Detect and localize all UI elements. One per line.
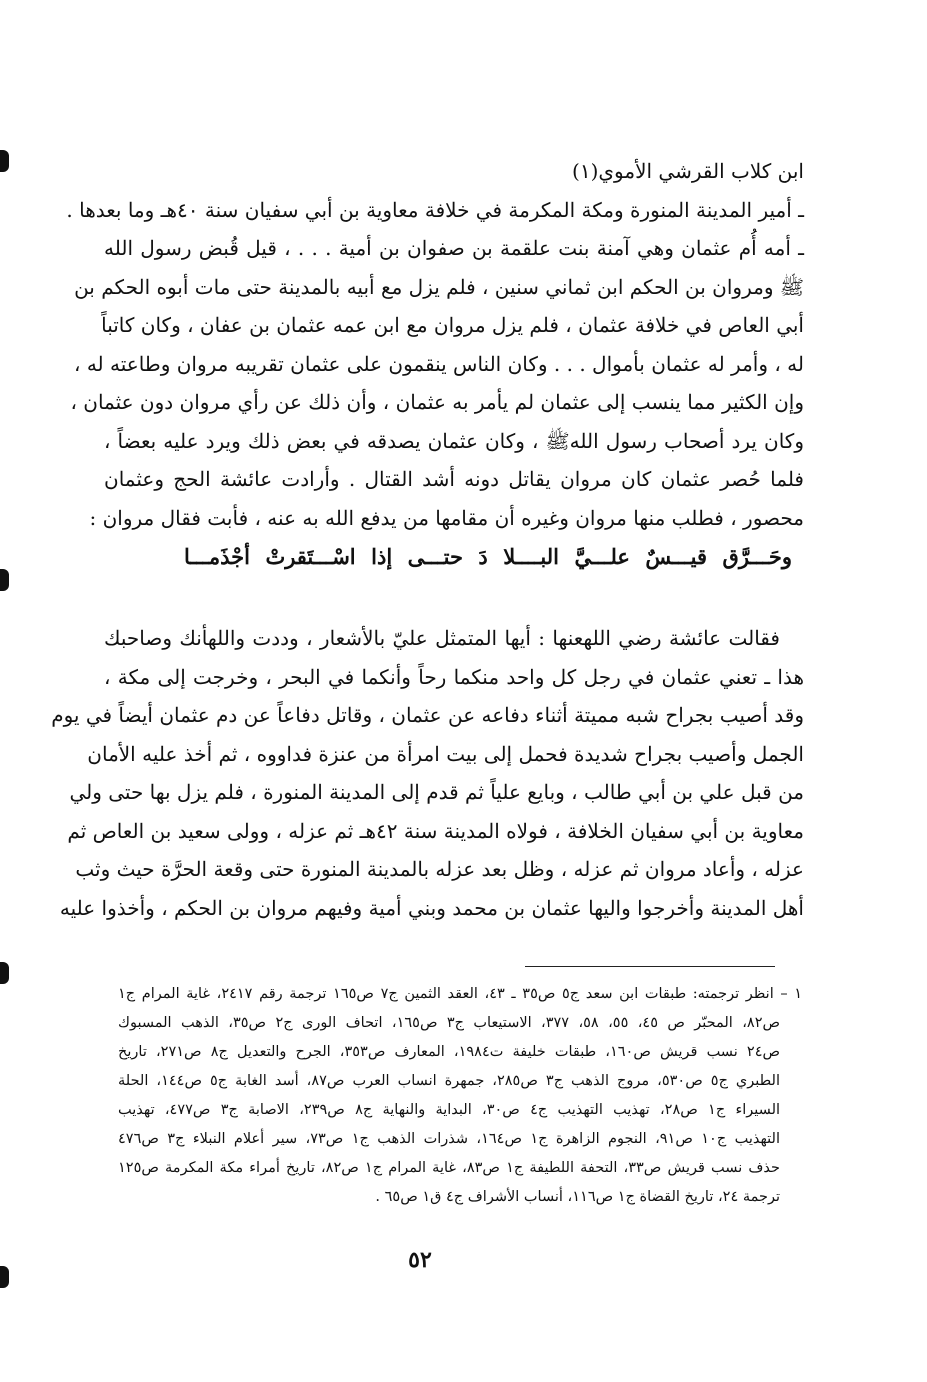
- footnotes: [118, 980, 802, 1212]
- footnote-line: الطبري ج٥ ص٥٣٠، مروج الذهب ج٣ ص٢٨٥، جمهرة انساب العرب ص٨٧، أسد الغابة ج٥ ص١٤٤، الحلة: [118, 1073, 781, 1089]
- poetry-verse: وحَـــرَّق قيـــسٌ علـــيَّ البــــلا دَ حتـــى إذا اسْـــتَقرتْ أجْذَمـــا: [184, 544, 792, 569]
- text-line: ـ أمه أُم عثمان وهي آمنة بنت علقمة بن صفوان بن أمية . . . ، قيل قُبض رسول الله: [104, 236, 804, 260]
- text-line: عزله ، وأعاد مروان ثم عزله ، وظل بعد عزله بالمدينة المنورة حتى وقعة الحرَّة حيث وثب: [75, 857, 804, 881]
- footnote-line: ص٨٢، المحبّر ص ٤٥، ٥٥، ٥٨، ٣٧٧، الاستيعاب ج٣ ص١٦٥، اتحاف الورى ج٢ ص٣٥، الذهب المسبوك: [118, 1015, 781, 1031]
- main-body-text: [66, 152, 804, 577]
- footnote-separator: [525, 966, 775, 967]
- footnote-line: ص٢٤ نسب قريش ص١٦٠، طبقات خليفة ت١٩٨٤، المعارف ص٣٥٣، الجرح والتعديل ج٨ ص٢٧١، تاريخ: [118, 1044, 781, 1060]
- footnote-line: حذف نسب قريش ص٣٣، التحفة اللطيفة ج١ ص٨٣، غاية المرام ج١ ص٨٢، تاريخ أمراء مكة المكرمة ص١٢٥: [118, 1160, 780, 1176]
- text-line: محصور ، فطلب منها مروان وغيره أن مقامها من يدفع الله به عنه ، فأبت فقال مروان :: [89, 505, 804, 530]
- footnote-line: التهذيب ج١٠ ص٩١، النجوم الزاهرة ج١ ص١٦٤، شذرات الذهب ج١ ص٧٣، سير أعلام النبلاء ج٣ ص٤٧٦: [118, 1131, 780, 1147]
- binding-hole-mark: [0, 962, 9, 984]
- footnote-line: ترجمة ٢٤، تاريخ القضاة ج١ ص١١٦، أنساب الأشراف ج٤ ق١ ص٦٥ .: [375, 1189, 780, 1205]
- text-line: أبي العاص في خلافة عثمان ، فلم يزل مروان مع ابن عمه عثمان بن عفان ، وكان كاتباً: [101, 313, 804, 337]
- page-number: ٥٢: [408, 1247, 432, 1273]
- text-line: ـ أمير المدينة المنورة ومكة المكرمة في خلافة معاوية بن أبي سفيان سنة ٤٠هـ وما بعدها .: [66, 197, 804, 222]
- text-line: من قبل علي بن أبي طالب ، وبايع علياً ثم قدم إلى المدينة المنورة ، فلم يزل بها حتى ولي: [69, 780, 804, 804]
- binding-hole-mark: [0, 1266, 9, 1288]
- text-line: ﷺ ومروان بن الحكم ابن ثماني سنين ، فلم يزل مع أبيه بالمدينة حتى مات أبوه الحكم بن: [74, 274, 804, 299]
- text-line: وإن الكثير مما ينسب إلى عثمان لم يأمر به عثمان ، وأن ذلك عن رأي مروان دون عثمان ،: [70, 390, 804, 414]
- binding-hole-mark: [0, 150, 9, 172]
- text-line: فلما حُصر عثمان كان مروان يقاتل دونه أشد القتال . وأرادت عائشة الحج وعثمان: [104, 467, 804, 491]
- text-line: فقالت عائشة رضي اللهعنها : أيها المتمثل عليّ بالأشعار ، وددت واللهأنك وصاحبك: [104, 626, 780, 650]
- text-line: معاوية بن أبي سفيان الخلافة ، فولاه المدينة سنة ٤٢هـ ثم عزله ، وولى سعيد بن العاص ثم: [67, 818, 804, 843]
- text-line: الجمل وأصيب بجراح شديدة فحمل إلى بيت امرأة من عنزة فداووه ، ثم أخذ عليه الأمان: [87, 741, 804, 766]
- binding-hole-mark: [0, 569, 9, 591]
- second-paragraph: [51, 619, 804, 927]
- text-line: ابن كلاب القرشي الأموي(١): [572, 159, 804, 183]
- text-line: أهل المدينة وأخرجوا واليها عثمان بن محمد وبني أمية وفيهم مروان بن الحكم ، وأخذوا عليه: [59, 895, 804, 920]
- text-line: وكان يرد أصحاب رسول اللهﷺ ، وكان عثمان يصدقه في بعض ذلك ويرد عليه بعضاً ،: [104, 428, 804, 453]
- text-line: له ، وأمر له عثمان بأموال . . . وكان الناس ينقمون على عثمان تقريبه مروان وطاعته له ،: [74, 351, 804, 376]
- footnote-line: ١ – انظر ترجمته: طبقات ابن سعد ج٥ ص٣٥ ـ ٤٣، العقد الثمين ج٧ ص١٦٥ ترجمة رقم ٢٤١٧، غاية المرام ج١: [118, 986, 803, 1002]
- footnote-line: السيراء ج١ ص٢٨، تهذيب التهذيب ج٤ ص٣٠، البداية والنهاية ج٨ ص٢٣٩، الاصابة ج٣ ص٤٧٧، تهذيب: [118, 1102, 781, 1118]
- text-line: هذا ـ تعني عثمان في رجل كل واحد منكما رحاً وأنكما في البحر ، وخرجت إلى مكة ،: [104, 664, 804, 689]
- text-line: وقد أصيب بجراح شبه مميتة أثناء دفاعه عن عثمان ، وقاتل دفاعاً عن دم عثمان أيضاً في يوم: [51, 703, 804, 727]
